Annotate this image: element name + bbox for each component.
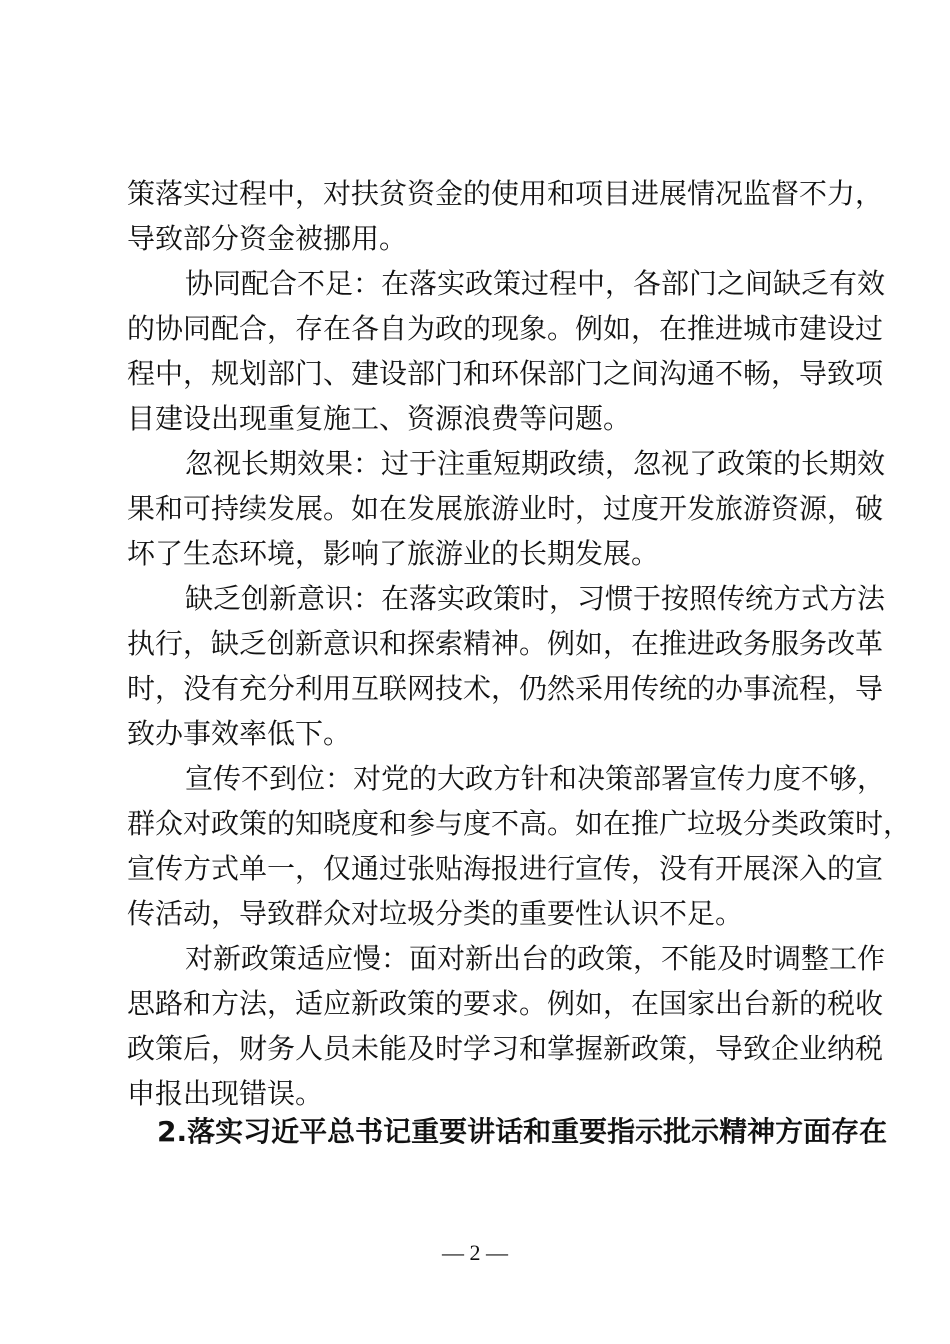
text-line: 执行，缺乏创新意识和探索精神。例如，在推进政务服务改革	[127, 627, 884, 660]
text-line: 申报出现错误。	[127, 1077, 324, 1110]
text-line: 群众对政策的知晓度和参与度不高。如在推广垃圾分类政策时，	[127, 807, 912, 840]
text-line: 宣传方式单一，仅通过张贴海报进行宣传，没有开展深入的宣	[127, 852, 884, 885]
text-line: 宣传不到位：对党的大政方针和决策部署宣传力度不够，	[185, 762, 886, 795]
text-line: 时，没有充分利用互联网技术，仍然采用传统的办事流程，导	[127, 672, 884, 705]
paragraph-new-policy	[127, 936, 886, 1116]
section-heading: 2.落实习近平总书记重要讲话和重要指示批示精神方面存在	[157, 1115, 888, 1148]
text-line: 果和可持续发展。如在发展旅游业时，过度开发旅游资源，破	[127, 492, 884, 525]
paragraph-1	[127, 171, 884, 261]
text-line: 思路和方法，适应新政策的要求。例如，在国家出台新的税收	[127, 987, 884, 1020]
text-line: 导致部分资金被挪用。	[127, 222, 408, 255]
text-line: 传活动，导致群众对垃圾分类的重要性认识不足。	[127, 897, 744, 930]
text-line: 致办事效率低下。	[127, 717, 352, 750]
text-line: 忽视长期效果：过于注重短期政绩，忽视了政策的长期效	[185, 447, 886, 480]
text-line: 的协同配合，存在各自为政的现象。例如，在推进城市建设过	[127, 312, 884, 345]
text-line: 政策后，财务人员未能及时学习和掌握新政策，导致企业纳税	[127, 1032, 884, 1065]
text-line: 协同配合不足：在落实政策过程中，各部门之间缺乏有效	[185, 267, 886, 300]
paragraph-long-term	[127, 441, 886, 576]
paragraph-publicity	[127, 756, 912, 936]
text-line: 对新政策适应慢：面对新出台的政策，不能及时调整工作	[185, 942, 886, 975]
paragraph-innovation	[127, 576, 886, 756]
text-line: 程中，规划部门、建设部门和环保部门之间沟通不畅，导致项	[127, 357, 884, 390]
paragraph-coordination	[127, 261, 886, 441]
text-line: 坏了生态环境，影响了旅游业的长期发展。	[127, 537, 660, 570]
text-line: 目建设出现重复施工、资源浪费等问题。	[127, 402, 632, 435]
text-line: 缺乏创新意识：在落实政策时，习惯于按照传统方式方法	[185, 582, 886, 615]
page-number: — 2 —	[442, 1240, 508, 1265]
document-body	[127, 171, 912, 1116]
text-line: 策落实过程中，对扶贫资金的使用和项目进展情况监督不力，	[127, 177, 884, 210]
